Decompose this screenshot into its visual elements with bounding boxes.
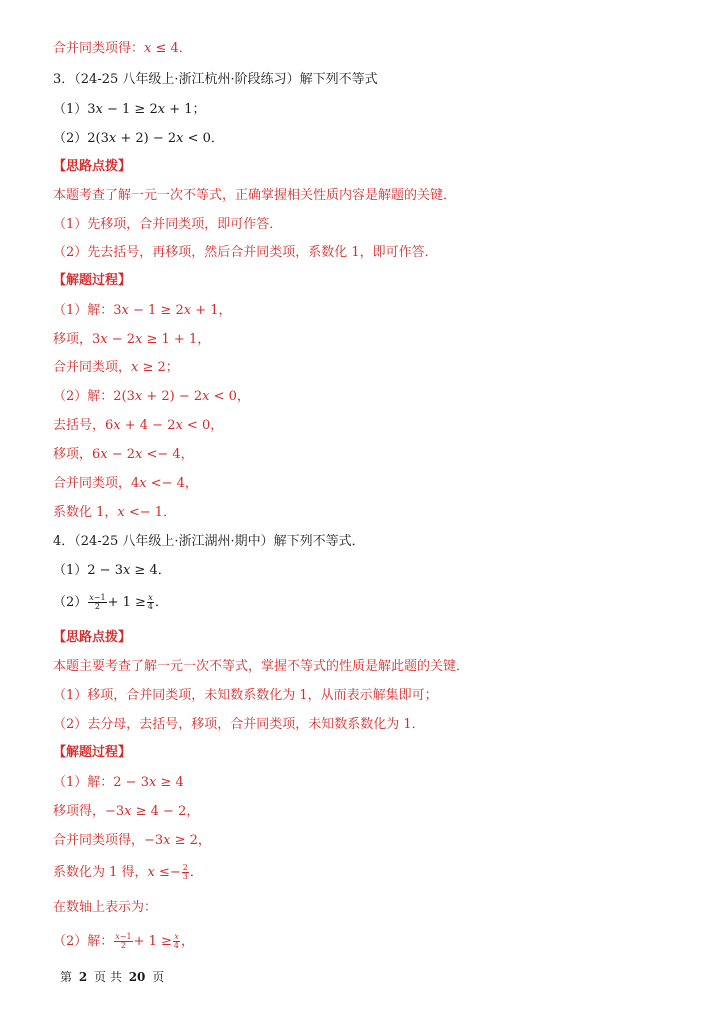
solution-step: 合并同类项得，−3𝑥 ≥ 2， xyxy=(53,833,211,848)
fraction-denominator: 2 xyxy=(120,941,126,950)
step-text: （2）解： xyxy=(53,934,114,949)
fraction-numerator: 𝑥−1 xyxy=(115,932,132,941)
solution-step: 合并同类项，4𝑥 <− 4， xyxy=(53,476,198,491)
part-label: （2） xyxy=(53,595,88,610)
current-page-number: 2 xyxy=(78,970,88,984)
page-footer xyxy=(60,968,164,985)
solution-step: 在数轴上表示为： xyxy=(53,900,158,915)
question-3-part-2: （2）2(3𝑥 + 2) − 2𝑥 < 0． xyxy=(53,131,224,146)
question-4-title: 4．（24-25 八年级上·浙江湖州·期中）解下列不等式． xyxy=(53,534,365,549)
question-4-part-2 xyxy=(53,594,168,612)
solution-step: 移项，3𝑥 − 2𝑥 ≥ 1 + 1， xyxy=(53,332,211,347)
solution-step: （1）解：3𝑥 − 1 ≥ 2𝑥 + 1， xyxy=(53,303,232,318)
fraction-numerator: 𝑥 xyxy=(148,593,153,602)
solution-step: 去括号，6𝑥 + 4 − 2𝑥 < 0， xyxy=(53,418,224,433)
fraction xyxy=(88,594,106,611)
step-end: ， xyxy=(181,934,195,949)
hint-header: 【思路点拨】 xyxy=(53,630,132,645)
expression-end: ． xyxy=(155,595,169,610)
hint-header: 【思路点拨】 xyxy=(53,159,132,174)
hint-text: （1）移项，合并同类项，未知数系数化为 1，从而表示解集即可； xyxy=(53,688,438,703)
hint-text: （1）先移项，合并同类项，即可作答． xyxy=(53,217,283,232)
fraction-denominator: 2 xyxy=(94,602,100,611)
solution-step xyxy=(53,864,203,882)
expression-middle: + 1 ≥ xyxy=(107,595,146,610)
question-3-part-1: （1）3𝑥 − 1 ≥ 2𝑥 + 1； xyxy=(53,102,206,117)
fraction-numerator: 𝑥−1 xyxy=(89,593,106,602)
step-text: 系数化为 1 得，𝑥 ≤− xyxy=(53,865,181,880)
fraction xyxy=(182,864,189,881)
solution-step: 移项得，−3𝑥 ≥ 4 − 2， xyxy=(53,804,200,819)
step-end: ． xyxy=(189,865,203,880)
answer-line: 合并同类项得：𝑥 ≤ 4． xyxy=(53,41,192,56)
hint-text: （2）去分母，去括号，移项，合并同类项，未知数系数化为 1． xyxy=(53,717,425,732)
expression-middle: + 1 ≥ xyxy=(133,934,172,949)
fraction xyxy=(114,933,132,950)
question-4-part-1: （1）2 − 3𝑥 ≥ 4． xyxy=(53,563,171,578)
fraction-numerator: 𝑥 xyxy=(174,932,179,941)
fraction-denominator: 4 xyxy=(147,602,154,611)
footer-prefix: 第 xyxy=(60,970,73,984)
fraction xyxy=(173,933,180,950)
fraction xyxy=(147,594,154,611)
solution-header: 【解题过程】 xyxy=(53,273,132,288)
footer-suffix: 页 xyxy=(152,970,165,984)
fraction-denominator: 3 xyxy=(182,872,188,881)
fraction-numerator: 2 xyxy=(182,863,188,872)
hint-text: （2）先去括号，再移项，然后合并同类项，系数化 1，即可作答． xyxy=(53,245,438,260)
solution-step: 系数化 1，𝑥 <− 1． xyxy=(53,505,177,520)
hint-text: 本题主要考查了解一元一次不等式，掌握不等式的性质是解此题的关键． xyxy=(53,659,470,674)
hint-text: 本题考查了解一元一次不等式，正确掌握相关性质内容是解题的关键． xyxy=(53,188,457,203)
solution-step: 移项，6𝑥 − 2𝑥 <− 4， xyxy=(53,447,194,462)
solution-step: （2）解：2(3𝑥 + 2) − 2𝑥 < 0， xyxy=(53,389,250,404)
solution-header: 【解题过程】 xyxy=(53,745,132,760)
solution-step: 合并同类项，𝑥 ≥ 2； xyxy=(53,360,179,375)
footer-middle: 页 共 xyxy=(94,970,122,984)
solution-step xyxy=(53,933,194,951)
question-3-title: 3．（24-25 八年级上·浙江杭州·阶段练习）解下列不等式 xyxy=(53,72,378,87)
total-pages-number: 20 xyxy=(128,970,146,984)
fraction-denominator: 4 xyxy=(173,941,180,950)
solution-step: （1）解：2 − 3𝑥 ≥ 4 xyxy=(53,775,184,790)
